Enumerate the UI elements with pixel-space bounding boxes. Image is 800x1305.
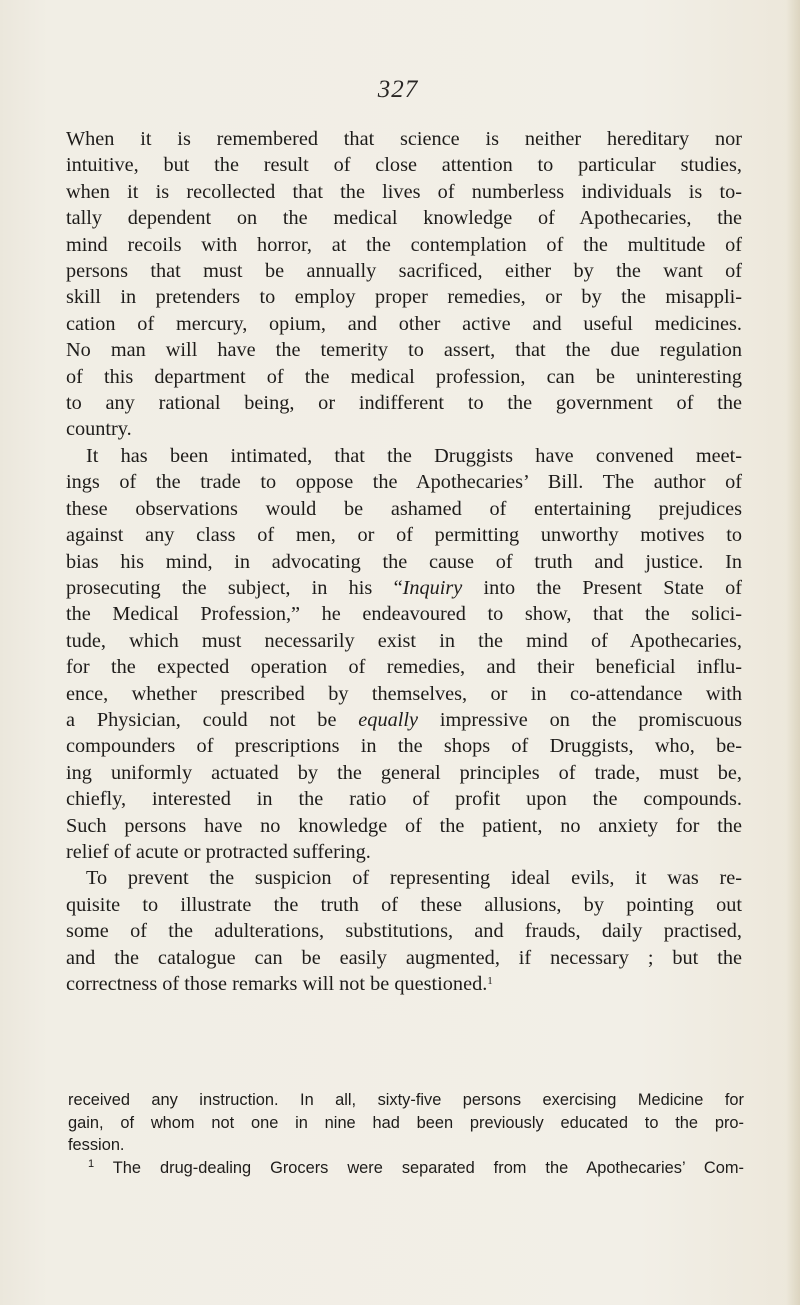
text-line-final [66,971,742,997]
text-line: chiefly, interested in the ratio of profit upon the compounds. [66,788,742,811]
text-line: ings of the trade to oppose the Apothecaries’ Bill. The author of [66,471,742,494]
text-line: quisite to illustrate the truth of these allusions, by pointing out [66,893,742,916]
text-line: compounders of prescriptions in the shops of Druggists, who, be- [66,735,742,758]
footnote-line: gain, of whom not one in nine had been previously educated to the pro- [68,1113,744,1132]
text-segment: a Physician, could not be [66,708,359,731]
footnote-line: received any instruction. In all, sixty-five persons exercising Medicine for [68,1091,744,1109]
text-line: When it is remembered that science is neither hereditary nor [66,128,742,150]
text-line: relief of acute or protracted suffering. [66,840,371,863]
page-edge-shadow [786,0,800,1305]
footnote-text: The drug-dealing Grocers were separated from the Apothecaries’ Com- [94,1158,744,1177]
footnote-line: fession. [68,1136,125,1154]
page-number: 327 [377,76,419,103]
text-line: cation of mercury, opium, and other active and useful medicines. [66,312,742,335]
text-segment: prosecuting the subject, in his “ [66,576,403,599]
text-line: intuitive, but the result of close attention to particular studies, [66,154,742,177]
text-line: to any rational being, or indifferent to the government of the [66,392,742,415]
text-line: of this department of the medical profession, can be uninteresting [66,365,742,388]
text-line: Such persons have no knowledge of the patient, no anxiety for the [66,814,742,837]
text-line: and the catalogue can be easily augmented, if necessary ; but the [66,946,742,969]
main-text [66,126,742,997]
text-line: against any class of men, or of permitting unworthy motives to [66,524,742,547]
text-line: ing uniformly actuated by the general principles of trade, must be, [66,761,742,784]
text-line: No man will have the temerity to assert, that the due regulation [66,339,742,362]
text-line: ence, whether prescribed by themselves, or in co-attendance with [66,682,742,705]
footnotes [68,1089,744,1179]
italic-title: Inquiry [402,576,463,599]
text-line: when it is recollected that the lives of numberless individuals is to- [66,180,742,203]
text-line: persons that must be annually sacrificed, either by the want of [66,260,742,283]
text-line: skill in pretenders to employ proper remedies, or by the misappli- [66,286,742,309]
text-line: It has been intimated, that the Druggists have convened meet- [86,444,742,467]
text-line: mind recoils with horror, at the contemplation of the multitude of [66,233,742,256]
text-line-equally [66,707,742,733]
text-line: bias his mind, in advocating the cause of truth and justice. In [66,550,742,573]
text-line: tude, which must necessarily exist in the mind of Apothecaries, [66,629,742,652]
text-line: the Medical Profession,” he endeavoured to show, that the solici- [66,603,742,626]
text-line-inquiry [66,575,742,601]
text-segment: impressive on the promiscuous [418,708,742,731]
footnote-number: 1 [88,1157,95,1170]
text-line: for the expected operation of remedies, and their beneficial influ- [66,656,742,679]
text-line: country. [66,418,132,441]
text-line: these observations would be ashamed of entertaining prejudices [66,497,742,520]
footnote-marker: 1 [487,975,493,987]
text-line: tally dependent on the medical knowledge of Apothecaries, the [66,207,742,230]
text-line: To prevent the suspicion of representing ideal evils, it was re- [86,867,742,890]
footnote-line [68,1157,744,1180]
text-segment: into the Present State of [462,576,742,599]
italic-word: equally [358,708,418,731]
text-line: some of the adulterations, substitutions, and frauds, daily practised, [66,920,742,943]
text-segment: correctness of those remarks will not be questioned. [66,973,488,995]
